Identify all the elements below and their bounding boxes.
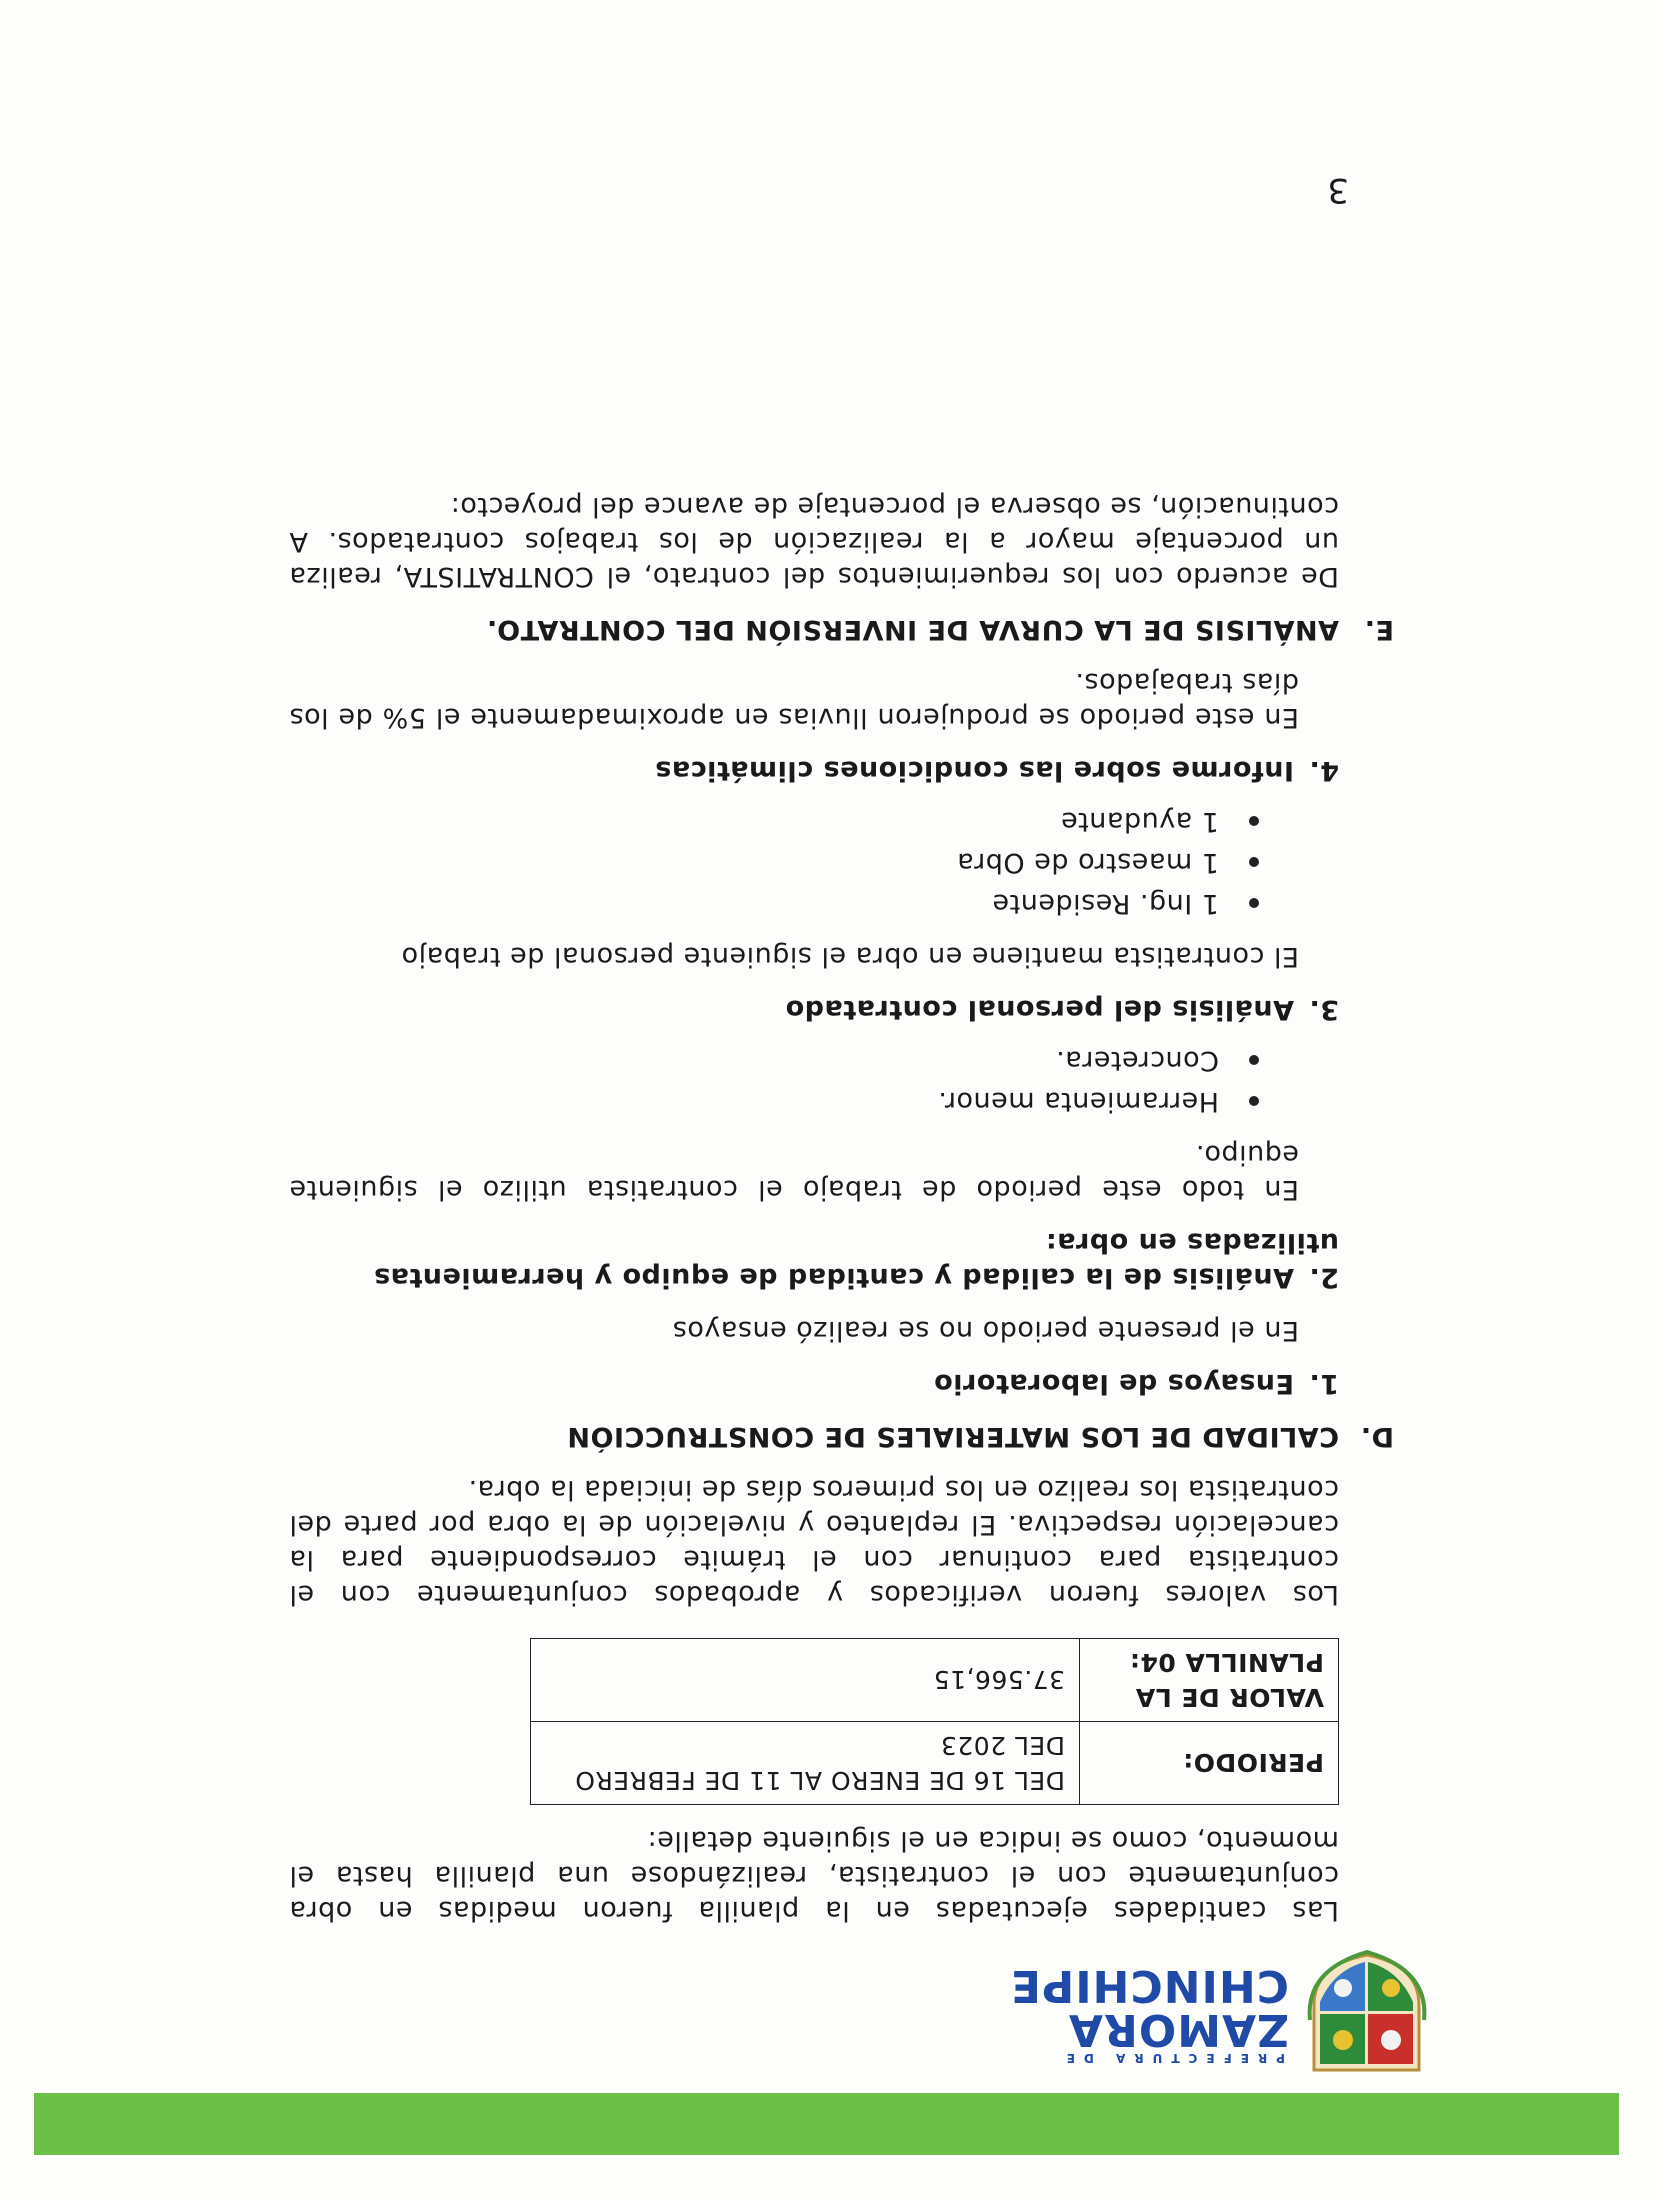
list-item (289, 1084, 1259, 1119)
list-item (289, 886, 1259, 921)
document-body (289, 471, 1394, 1928)
bullet-icon (1249, 816, 1259, 826)
item-title: Análisis del personal contratado (785, 994, 1294, 1025)
prefectura-logo (869, 1945, 1429, 2085)
item-2-text: En todo este periodo de trabajo el contratista utilizo el siguiente equipo. (289, 1139, 1299, 1205)
bullet-icon (1249, 1096, 1259, 1106)
page-number: 3 (1327, 170, 1349, 210)
table-row (531, 1639, 1339, 1722)
item-3-heading (289, 992, 1339, 1027)
logo-name-line1: ZAMORA (1067, 2004, 1289, 2055)
item-title: Análisis de la calidad y cantidad de equipo y herramientas utilizadas en obra: (373, 1227, 1339, 1293)
list-item (289, 845, 1259, 880)
bullet-icon (1249, 1055, 1259, 1065)
section-title: CALIDAD DE LOS MATERIALES DE CONSTRUCCIÓN (566, 1421, 1339, 1452)
item-number: 4. (1308, 755, 1339, 786)
logo-wordmark (1009, 1960, 1289, 2065)
item-3-text: El contratista mantiene en obra el siguiente personal de trabajo (401, 941, 1299, 972)
logo-name-line2: CHINCHIPE (1009, 1960, 1289, 2011)
section-title: ANÁLISIS DE LA CURVA DE INVERSIÓN DEL CONTRATO. (486, 614, 1339, 645)
item-2-heading (289, 1225, 1339, 1295)
table-row (531, 1722, 1339, 1805)
item-number: 3. (1308, 994, 1339, 1025)
table-cell-value: 37.566,15 (531, 1639, 1080, 1722)
list-item (289, 804, 1259, 839)
section-letter: E. (1364, 614, 1394, 645)
verification-paragraph: Los valores fueron verificados y aprobados conjuntamente con el contratista para continuar con el trámite correspondiente para la cancelación respectiva. El replanteo y nivelación de la obra por parte del contratista los realizo en los primeros días de iniciada la obra. (289, 1474, 1339, 1610)
section-letter: D. (1360, 1421, 1394, 1452)
list-item-text: 1 maestro de Obra (956, 847, 1219, 878)
coat-of-arms-icon (1304, 1950, 1429, 2080)
section-e-text: De acuerdo con los requerimientos del contrato, el CONTRATISTA, realiza un porcentaje mayor a la realización de los trabajos contratados. A continuación, se observa el porcentaje de avance del proyecto: (289, 491, 1339, 592)
item-1-heading (289, 1366, 1339, 1401)
personnel-list (289, 804, 1339, 921)
list-item (289, 1043, 1259, 1078)
planilla-table (530, 1638, 1339, 1805)
list-item-text: Concretera. (1055, 1045, 1219, 1076)
bullet-icon (1249, 898, 1259, 908)
item-4-text: En este periodo se produjeron lluvias en aproximadamente el 5% de los días trabajados. (289, 667, 1299, 733)
table-cell-label: VALOR DE LA PLANILLA 04: (1080, 1639, 1339, 1722)
header-green-bar (34, 2093, 1619, 2155)
item-4-heading (289, 753, 1339, 788)
bullet-icon (1249, 857, 1259, 867)
list-item-text: 1 ayudante (1060, 806, 1219, 837)
section-d-heading (289, 1419, 1394, 1454)
item-1-text: En el presente periodo no se realizó ensayos (672, 1315, 1299, 1346)
section-e-heading (289, 612, 1394, 647)
table-cell-value: DEL 16 DE ENERO AL 11 DE FEBRERO DEL 2023 (531, 1722, 1080, 1805)
table-cell-label: PERIODO: (1080, 1722, 1339, 1805)
equipment-list (289, 1043, 1339, 1119)
list-item-text: 1 Ing. Residente (992, 888, 1219, 919)
item-number: 1. (1308, 1368, 1339, 1399)
logo-prefix: PREFECTURA DE (1057, 2051, 1285, 2065)
intro-paragraph: Las cantidades ejecutadas en la planilla fueron medidas en obra conjuntamente con el contratista, realizándose una planilla hasta el momento, como se indica en el siguiente detalle: (289, 1825, 1339, 1926)
item-title: Informe sobre las condiciones climáticas (654, 755, 1294, 786)
list-item-text: Herramienta menor. (937, 1086, 1219, 1117)
item-title: Ensayos de laboratorio (933, 1368, 1294, 1399)
item-number: 2. (1308, 1262, 1339, 1293)
